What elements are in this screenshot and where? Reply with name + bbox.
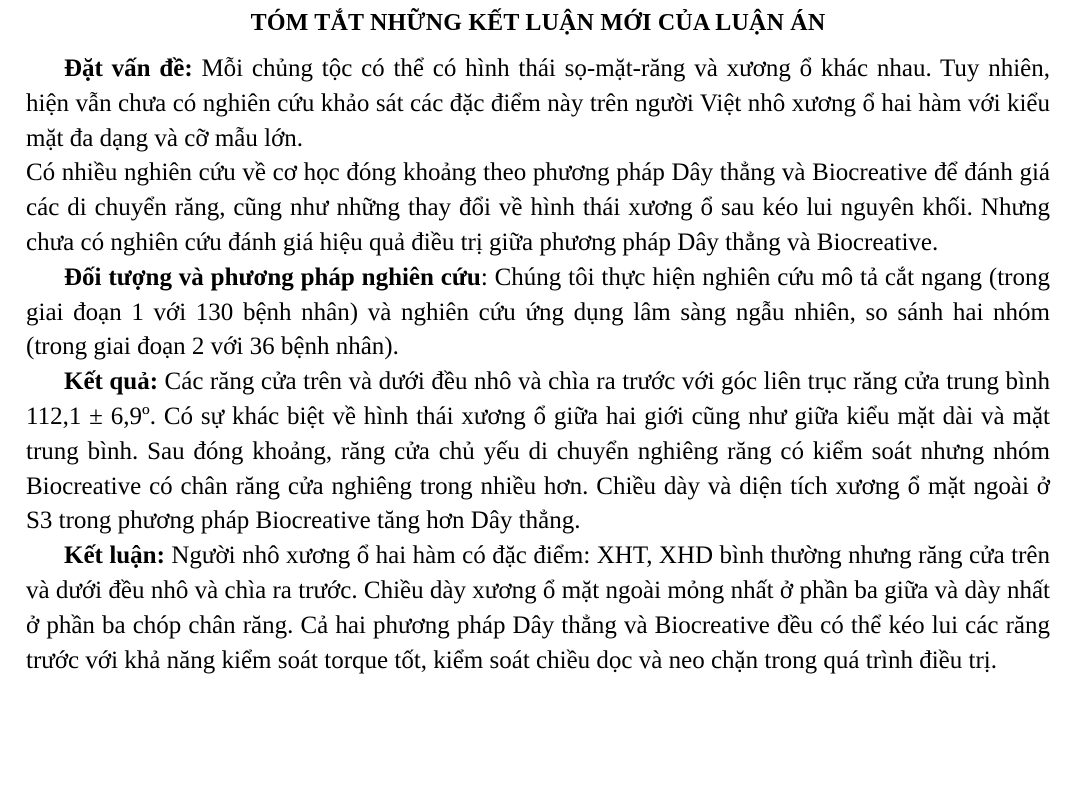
- paragraph-lead: Đối tượng và phương pháp nghiên cứu: [64, 263, 481, 291]
- page-title: TÓM TẮT NHỮNG KẾT LUẬN MỚI CỦA LUẬN ÁN: [250, 10, 826, 36]
- paragraph-text: Người nhô xương ổ hai hàm có đặc điểm: XHT, XHD bình thường nhưng răng cửa trên và dưới đều nhô và chìa ra trước. Chiều dày xương ổ mặt ngoài mỏng nhất ở phần ba giữa và dày nhất ở phần ba chóp chân răng. Cả hai phương pháp Dây thẳng và Biocreative đều có thể kéo lui các răng trước với khả năng kiểm soát torque tốt, kiểm soát chiều dọc và neo chặn trong quá trình điều trị.: [26, 542, 1051, 674]
- paragraph-text: : Chúng tôi thực hiện nghiên cứu mô tả cắt ngang (trong giai đoạn 1 với 130 bệnh nhân) và nghiên cứu ứng dụng lâm sàng ngẫu nhiên, so sánh hai nhóm (trong giai đoạn 2 với 36 bệnh nhân).: [26, 263, 1050, 361]
- paragraph-text: Có nhiều nghiên cứu về cơ học đóng khoảng theo phương pháp Dây thẳng và Biocreative để đánh giá các di chuyển răng, cũng như những thay đổi về hình thái xương ổ sau kéo lui nguyên khối. Nhưng chưa có nghiên cứu đánh giá hiệu quả điều trị giữa phương pháp Dây thẳng và Biocreative.: [26, 159, 1050, 256]
- document-page: [26, 0, 1050, 678]
- paragraph-problem-statement: [26, 52, 1050, 156]
- paragraph-methods: [26, 261, 1050, 365]
- paragraph-results: [26, 365, 1050, 539]
- paragraph-text: Các răng cửa trên và dưới đều nhô và chìa ra trước với góc liên trục răng cửa trung bình 112,1 ± 6,9º. Có sự khác biệt về hình thái xương ổ giữa hai giới cũng như giữa kiểu mặt dài và mặt trung bình. Sau đóng khoảng, răng cửa chủ yếu di chuyển nghiêng răng có kiểm soát nhưng nhóm Biocreative có chân răng cửa nghiêng trong nhiều hơn. Chiều dày và diện tích xương ổ mặt ngoài ở S3 trong phương pháp Biocreative tăng hơn Dây thẳng.: [26, 368, 1050, 535]
- paragraph-conclusion: [26, 539, 1050, 678]
- paragraph-lead: Kết luận:: [64, 542, 165, 570]
- paragraph-background: [26, 156, 1050, 260]
- paragraph-text: Mỗi chủng tộc có thể có hình thái sọ-mặt-răng và xương ổ khác nhau. Tuy nhiên, hiện vẫn chưa có nghiên cứu khảo sát các đặc điểm này trên người Việt nhô xương ổ hai hàm với kiểu mặt đa dạng và cỡ mẫu lớn.: [26, 55, 1050, 152]
- paragraph-lead: Đặt vấn đề:: [64, 55, 193, 82]
- paragraph-lead: Kết quả:: [64, 368, 159, 396]
